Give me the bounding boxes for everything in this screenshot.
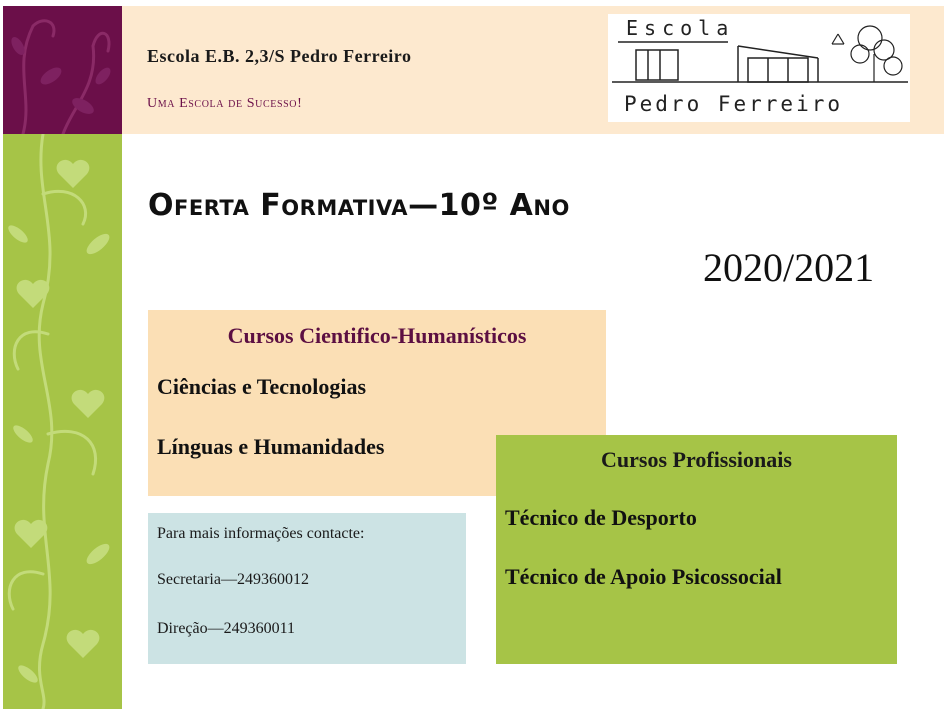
course-item: Línguas e Humanidades [157,434,385,459]
school-year: 2020/2021 [703,245,875,290]
contact-intro: Para mais informações contacte: [157,525,365,542]
course-item: Técnico de Apoio Psicossocial [505,564,782,589]
course-item: Técnico de Desporto [505,505,697,530]
professional-courses-title: Cursos Profissionais [601,447,792,472]
contact-line: Secretaria—249360012 [157,571,309,588]
scientific-humanistic-courses-title: Cursos Cientifico-Humanísticos [227,323,527,348]
logo-text-bottom: Pedro Ferreiro [624,92,844,116]
contact-box [148,513,466,664]
sidebar-green-panel [3,134,122,709]
school-name: Escola E.B. 2,3/S Pedro Ferreiro [147,46,412,66]
floral-pattern-icon [3,6,122,134]
floral-pattern-icon [3,134,122,709]
logo-text-top: Escola [626,16,735,40]
professional-courses-box [496,435,897,664]
school-tagline: Uma Escola de Sucesso! [147,96,303,111]
course-item: Ciências e Tecnologias [157,374,367,399]
contact-line: Direção—249360011 [157,620,296,637]
school-logo [608,14,910,122]
sidebar-purple-panel [3,6,122,134]
page-title: Oferta Formativa—10º Ano [148,188,570,223]
